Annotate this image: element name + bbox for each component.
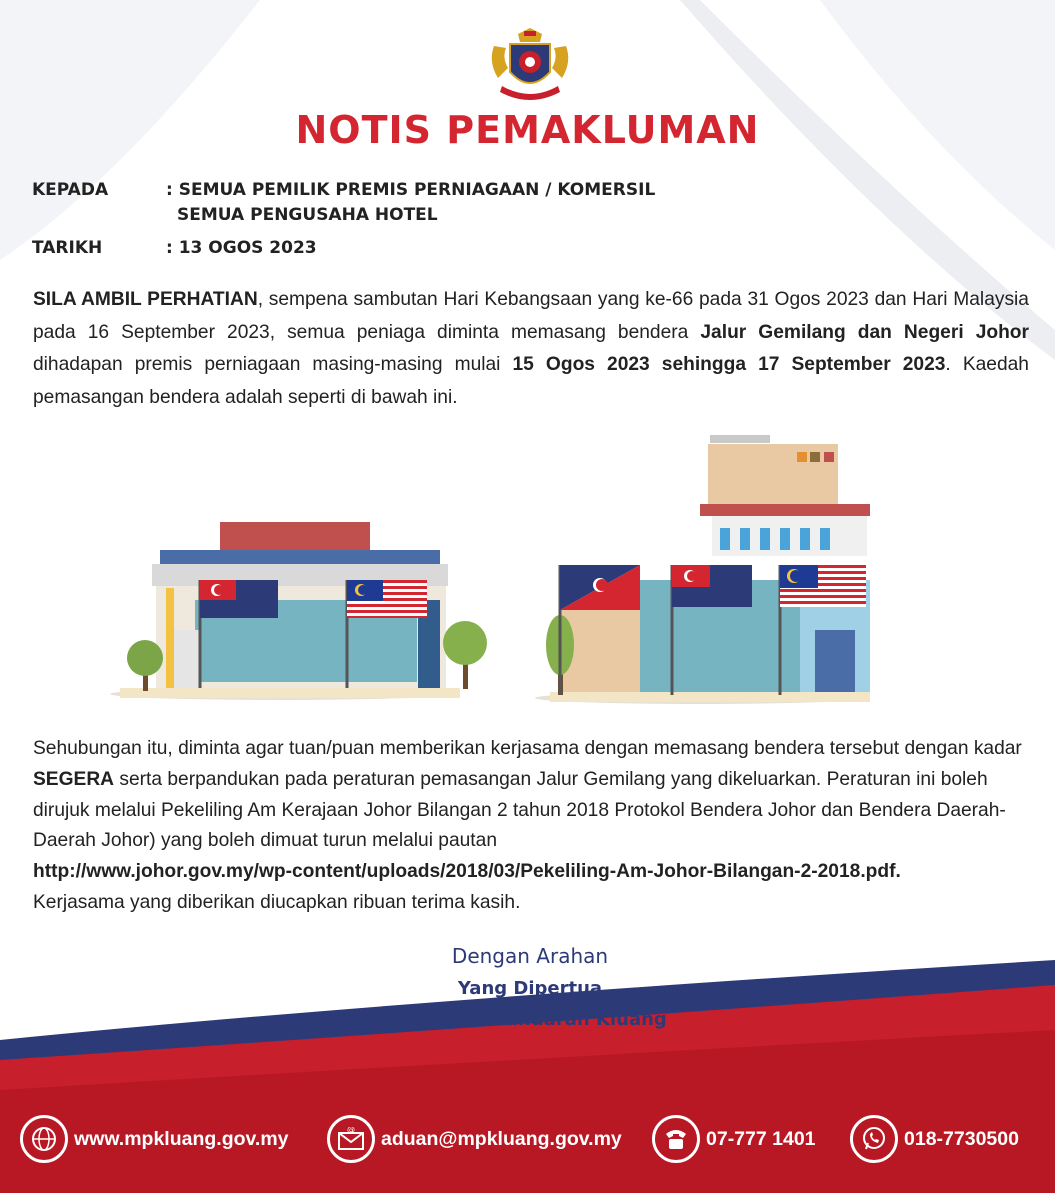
signature-line-3: Majlis Perbandaran Kluang	[393, 1009, 667, 1030]
urgency-word: SEGERA	[33, 768, 115, 790]
notice-emphasis: SILA AMBIL PERHATIAN	[33, 289, 258, 310]
globe-icon	[20, 1115, 68, 1163]
signature-line-1: Dengan Arahan	[451, 944, 609, 968]
date-value: : 13 OGOS 2023	[166, 238, 317, 258]
footer-phone[interactable]	[652, 1113, 816, 1165]
flag-names: Jalur Gemilang dan Negeri Johor	[700, 321, 1029, 343]
website-link[interactable]: www.mpkluang.gov.my	[74, 1127, 289, 1150]
whatsapp-icon	[850, 1115, 898, 1163]
email-link[interactable]: aduan@mpkluang.gov.my	[381, 1127, 622, 1150]
whatsapp-number[interactable]: 018-7730500	[904, 1127, 1019, 1150]
thanks-text: Kerjasama yang diberikan diucapkan ribuan terima kasih.	[33, 891, 521, 913]
email-icon	[327, 1115, 375, 1163]
circular-link[interactable]: http://www.johor.gov.my/wp-content/uploads/2018/03/Pekeliling-Am-Johor-Bilangan-2-2018.pdf.	[33, 861, 901, 883]
phone-number[interactable]: 07-777 1401	[706, 1127, 816, 1150]
recipient-value: : SEMUA PEMILIK PREMIS PERNIAGAAN / KOMERSIL	[166, 180, 656, 200]
recipient-value-2: SEMUA PENGUSAHA HOTEL	[177, 205, 438, 225]
council-crest-logo	[484, 28, 576, 108]
footer-whatsapp[interactable]	[850, 1113, 1019, 1165]
phone-icon	[652, 1115, 700, 1163]
footer-email[interactable]	[327, 1113, 622, 1165]
date-label: TARIKH	[32, 238, 103, 258]
svg-text:@: @	[347, 1127, 355, 1134]
date-range: 15 Ogos 2023 sehingga 17 September 2023	[512, 354, 946, 375]
notice-text-1: , sempena sambutan Hari Kebangsaan yang ke-66 pada 31 Ogos 2023 dan Hari Malaysia pada 16 September 2023, semua peniaga diminta memasang bendera	[33, 289, 1029, 343]
recipient-label: KEPADA	[32, 180, 109, 200]
cooperation-text-1: Sehubungan itu, diminta agar tuan/puan memberikan kerjasama dengan memasang bendera tersebut dengan kadar	[33, 738, 1022, 759]
notice-text-2: dihadapan premis perniagaan masing-masing mulai	[33, 354, 513, 375]
notice-text-3: . Kaedah pemasangan bendera adalah seperti di bawah ini.	[33, 354, 1029, 408]
signature-line-2: Yang Dipertua	[457, 978, 603, 999]
cooperation-paragraph	[33, 734, 1033, 919]
shop-flags-illustration	[100, 430, 880, 720]
page-title: NOTIS PEMAKLUMAN	[295, 108, 760, 152]
notice-paragraph	[33, 284, 1029, 414]
cooperation-text-2: serta berpandukan pada peraturan pemasangan Jalur Gemilang yang dikeluarkan. Peraturan ini boleh dirujuk melalui Pekeliling Am Kerajaan Johor Bilangan 2 tahun 2018 Protokol Bendera Johor dan Bendera Daerah-Daerah Johor) yang boleh dimuat turun melalui pautan	[33, 768, 1006, 852]
footer-website[interactable]	[20, 1113, 289, 1165]
